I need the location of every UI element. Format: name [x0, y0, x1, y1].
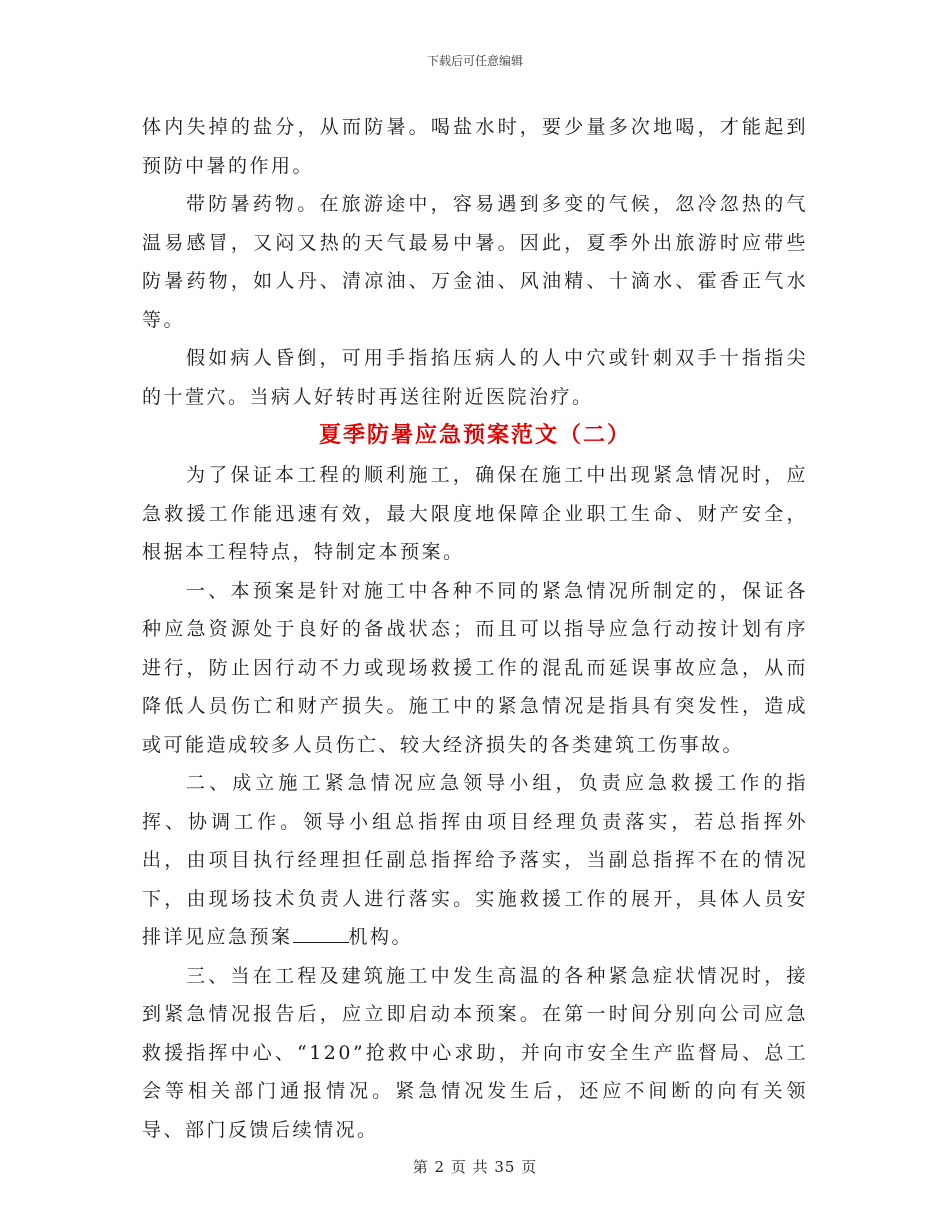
section-title: 夏季防暑应急预案范文（二）: [318, 423, 631, 448]
document-body: [142, 108, 808, 1149]
page-number: 第 2 页 共 35 页: [412, 1158, 538, 1176]
paragraph-intro: 为了保证本工程的顺利施工，确保在施工中出现紧急情况时，应急救援工作能迅速有效，最大限度地保障企业职工生命、财产安全，根据本工程特点，特制定本预案。: [142, 464, 808, 563]
paragraph-item-2-text: 二、成立施工紧急情况应急领导小组，负责应急救援工作的指挥、协调工作。领导小组总指挥由项目经理负责落实，若总指挥外出，由项目执行经理担任副总指挥给予落实，当副总指挥不在的情况下，由现场技术负责人进行落实。实施救援工作的展开，具体人员安排详见应急预案: [142, 772, 808, 948]
paragraph-medicine: 带防暑药物。在旅游途中，容易遇到多变的气候，忽冷忽热的气温易感冒，又闷又热的天气最易中暑。因此，夏季外出旅游时应带些防暑药物，如人丹、清凉油、万金油、风油精、十滴水、霍香正气水等。: [142, 193, 808, 331]
page-header: 下载后可任意编辑: [426, 54, 523, 68]
paragraph-item-2: [142, 764, 808, 957]
paragraph-continuation: 体内失掉的盐分，从而防暑。喝盐水时，要少量多次地喝，才能起到预防中暑的作用。: [142, 116, 808, 177]
fill-in-blank: [293, 920, 349, 943]
paragraph-item-3: 三、当在工程及建筑施工中发生高温的各种紧急症状情况时，接到紧急情况报告后，应立即启动本预案。在第一时间分别向公司应急救援指挥中心、“120”抢救中心求助，并向市安全生产监督局、总工会等相关部门通报情况。紧急情况发生后，还应不间断的向有关领导、部门反馈后续情况。: [142, 964, 808, 1141]
paragraph-fainting: 假如病人昏倒，可用手指掐压病人的人中穴或针刺双手十指指尖的十萱穴。当病人好转时再送往附近医院治疗。: [142, 347, 808, 408]
paragraph-item-2-tail: 机构。: [348, 926, 414, 948]
paragraph-item-1: 一、本预案是针对施工中各种不同的紧急情况所制定的，保证各种应急资源处于良好的备战状态；而且可以指导应急行动按计划有序进行，防止因行动不力或现场救援工作的混乱而延误事故应急，从而降低人员伤亡和财产损失。施工中的紧急情况是指具有突发性，造成或可能造成较多人员伤亡、较大经济损失的各类建筑工伤事故。: [142, 579, 808, 756]
